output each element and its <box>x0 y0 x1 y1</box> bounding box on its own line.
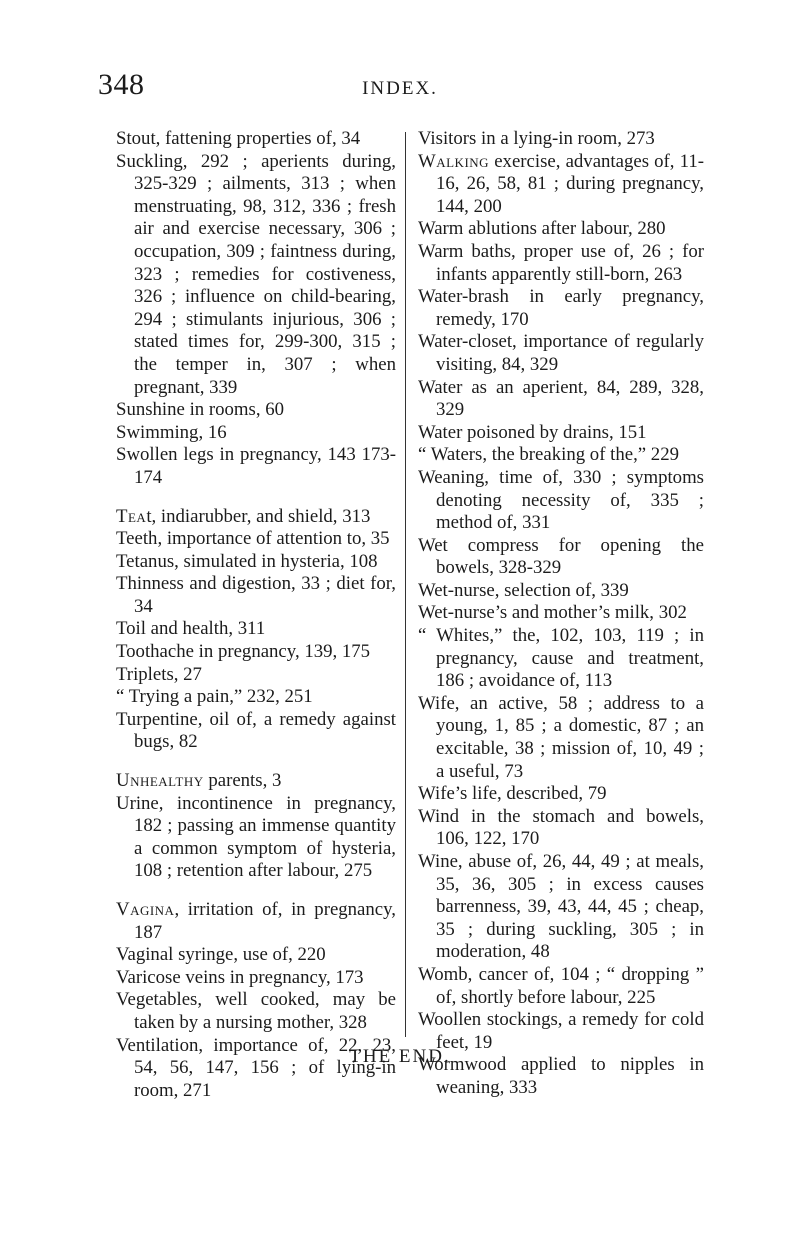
entry-text: Vegetables, well cooked, may be taken by a nursing mother, 328 <box>116 989 396 1033</box>
entry-text: Thinness and digestion, 33 ; diet for, 34 <box>116 573 396 617</box>
entry-text: Varicose veins in pregnancy, 173 <box>116 966 364 988</box>
index-entry <box>116 899 396 944</box>
entry-text: Suckling, 292 ; aperients during, 325-329 ; ailments, 313 ; when menstruating, 98, 312, 336 ; fresh air and exercise necessary, 306 ; occupation, 309 ; faintness during, 323 ; remedies for costiveness, 326 ; influence on child-bearing, 294 ; stimulants injurious, 306 ; stated times for, 299-300, 315 ; the temper in, 307 ; when pregnant, 339 <box>116 150 396 398</box>
index-entry <box>418 241 704 286</box>
entry-text: Wind in the stomach and bowels, 106, 122, 170 <box>418 805 704 850</box>
index-entry <box>116 399 396 422</box>
left-column <box>116 128 396 1102</box>
index-entry <box>418 535 704 580</box>
entry-text: Urine, incontinence in pregnancy, 182 ; passing an immense quantity a common symptom of hysteria, 108 ; retention after labour, 275 <box>116 792 396 882</box>
index-entry <box>418 377 704 422</box>
index-entry <box>418 467 704 535</box>
index-entry <box>116 686 396 709</box>
entry-text: Turpentine, oil of, a remedy against bugs, 82 <box>116 708 396 753</box>
index-entry <box>418 151 704 219</box>
entry-text: Stout, fattening properties of, 34 <box>116 128 361 149</box>
entry-text: Wife’s life, described, 79 <box>418 783 607 805</box>
entry-text: Wet compress for opening the bowels, 328-329 <box>418 534 704 579</box>
entry-text: t, indiarubber, and shield, 313 <box>146 505 371 527</box>
entry-text: Water-brash in early pregnancy, remedy, 170 <box>418 286 704 330</box>
index-entry <box>418 602 704 625</box>
index-entry <box>116 793 396 883</box>
entry-text: “ Whites,” the, 102, 103, 119 ; in pregnancy, cause and treatment, 186 ; avoidance of, 113 <box>418 625 704 692</box>
entry-text: “ Trying a pain,” 232, 251 <box>116 686 313 708</box>
entry-text: Womb, cancer of, 104 ; “ dropping ” of, shortly before labour, 225 <box>418 963 704 1008</box>
index-entry <box>418 964 704 1009</box>
index-entry <box>116 618 396 641</box>
entry-text: Triplets, 27 <box>116 663 202 685</box>
entry-lead: Tea <box>116 505 147 527</box>
entry-text: Visitors in a lying-in room, 273 <box>418 128 655 149</box>
index-entry <box>116 422 396 445</box>
entry-text: Toothache in pregnancy, 139, 175 <box>116 641 371 663</box>
index-entry <box>116 664 396 687</box>
entry-text: Ventilation, importance of, 22, 23, 54, 56, 147, 156 ; of lying-in room, 271 <box>116 1034 396 1101</box>
index-entry <box>116 641 396 664</box>
entry-text: Woollen stockings, a remedy for cold feet, 19 <box>418 1009 704 1053</box>
entry-text: “ Waters, the breaking of the,” 229 <box>418 444 679 466</box>
entry-text: Sunshine in rooms, 60 <box>116 399 284 421</box>
entry-text: Teeth, importance of attention to, 35 <box>116 528 390 550</box>
entry-text: Swollen legs in pregnancy, 143 173-174 <box>116 444 396 488</box>
entry-text: Wet-nurse, selection of, 339 <box>418 579 629 601</box>
entry-text: Wormwood applied to nipples in weaning, 333 <box>418 1054 704 1098</box>
index-entry <box>418 783 704 806</box>
index-entry <box>116 944 396 967</box>
entry-text: Water poisoned by drains, 151 <box>418 421 647 443</box>
entry-lead: Walking <box>418 150 490 172</box>
entry-text: , irritation of, in pregnancy, 187 <box>134 899 396 943</box>
entry-text: Warm ablutions after labour, 280 <box>418 218 666 240</box>
entry-text: Water as an aperient, 84, 289, 328, 329 <box>418 376 704 421</box>
index-entry <box>418 128 704 151</box>
entry-lead: Vagina <box>116 899 175 920</box>
running-head: INDEX. <box>362 78 438 99</box>
entry-text: Water-closet, importance of regularly visiting, 84, 329 <box>418 331 704 375</box>
entry-text: Wife, an active, 58 ; address to a young, 1, 85 ; a domestic, 87 ; an excitable, 38 ; mission of, 10, 49 ; a useful, 73 <box>418 692 704 782</box>
index-entry <box>116 128 396 151</box>
index-entry <box>116 770 396 793</box>
the-end: THE END. <box>349 1046 451 1067</box>
index-entry <box>418 625 704 693</box>
index-entry <box>116 551 396 574</box>
page-number: 348 <box>98 68 145 101</box>
index-entry <box>418 444 704 467</box>
index-entry <box>116 1035 396 1103</box>
index-entry <box>116 151 396 400</box>
column-divider <box>405 132 406 1037</box>
entry-text: parents, 3 <box>203 770 282 792</box>
index-entry <box>116 989 396 1034</box>
index-entry <box>418 580 704 603</box>
entry-text: Wet-nurse’s and mother’s milk, 302 <box>418 602 687 624</box>
right-column <box>418 128 704 1100</box>
index-entry <box>116 967 396 990</box>
entry-text: Tetanus, simulated in hysteria, 108 <box>116 550 378 572</box>
index-entry <box>116 506 396 529</box>
index-entry <box>418 693 704 783</box>
index-entry <box>418 806 704 851</box>
index-entry <box>116 573 396 618</box>
index-entry <box>418 851 704 964</box>
index-entry <box>116 709 396 754</box>
page-header <box>0 68 800 108</box>
entry-text: exercise, advantages of, 11-16, 26, 58, 81 ; during pregnancy, 144, 200 <box>436 150 704 217</box>
entry-text: Warm baths, proper use of, 26 ; for infants apparently still-born, 263 <box>418 240 704 285</box>
index-entry <box>418 331 704 376</box>
entry-text: Weaning, time of, 330 ; symptoms denoting necessity of, 335 ; method of, 331 <box>418 466 704 534</box>
entry-text: Wine, abuse of, 26, 44, 49 ; at meals, 35, 36, 305 ; in excess causes barrenness, 39, 43, 44, 45 ; cheap, 35 ; during suckling, 305 ; in moderation, 48 <box>418 851 704 963</box>
index-entry <box>418 422 704 445</box>
index-entry <box>418 286 704 331</box>
entry-text: Toil and health, 311 <box>116 618 266 640</box>
entry-text: Swimming, 16 <box>116 421 227 443</box>
entry-text: Vaginal syringe, use of, 220 <box>116 944 326 966</box>
entry-lead: Unhealthy <box>116 770 204 792</box>
index-entry <box>116 528 396 551</box>
index-entry <box>418 218 704 241</box>
index-entry <box>116 444 396 489</box>
